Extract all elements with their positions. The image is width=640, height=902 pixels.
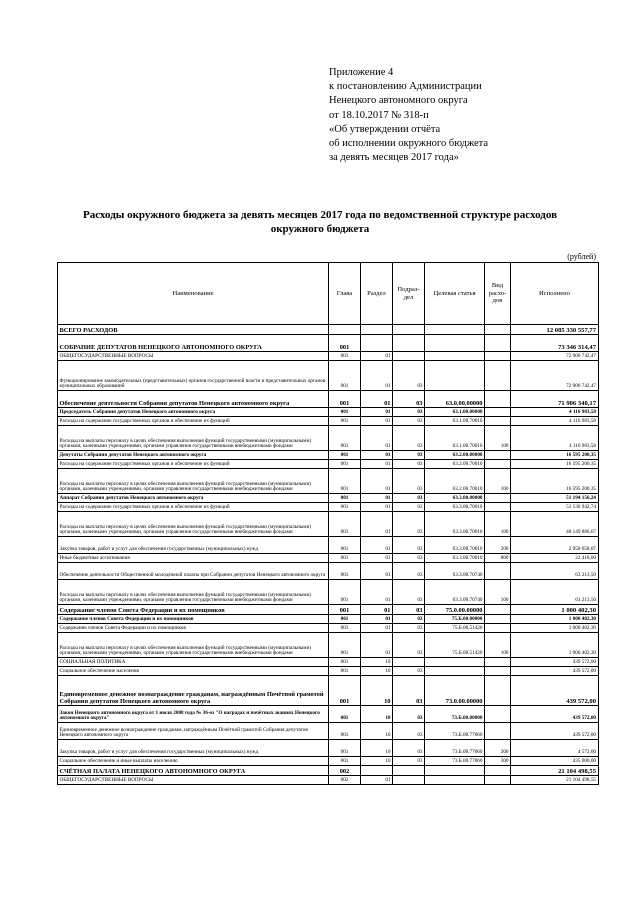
cell-podrazdel: 03	[393, 408, 425, 417]
cell-podrazdel: 03	[393, 426, 425, 451]
cell-glava: 001	[329, 426, 361, 451]
cell-glava: 001	[329, 676, 361, 706]
cell-podrazdel: 03	[393, 451, 425, 460]
cell-amount: 4 116 983,58	[511, 408, 599, 417]
cell-podrazdel: 03	[393, 580, 425, 605]
header-done: Исполнено	[511, 263, 599, 325]
cell-vid	[485, 723, 511, 740]
cell-vid	[485, 361, 511, 391]
cell-target: 63.3.00.70010	[425, 512, 485, 537]
cell-vid	[485, 658, 511, 667]
cell-target: 63.0.00.00000	[425, 391, 485, 408]
budget-table	[57, 262, 599, 785]
table-row	[58, 554, 599, 563]
cell-amount: 1 000 402,30	[511, 615, 599, 624]
cell-podrazdel: 03	[393, 706, 425, 723]
cell-target: 63.1.00.70010	[425, 417, 485, 426]
cell-vid	[485, 605, 511, 615]
table-body	[58, 325, 599, 785]
cell-razdel: 01	[361, 460, 393, 469]
cell-target: 63.3.00.70010	[425, 537, 485, 554]
table-row	[58, 615, 599, 624]
table-row	[58, 537, 599, 554]
table-row	[58, 706, 599, 723]
cell-podrazdel: 03	[393, 391, 425, 408]
cell-glava: 001	[329, 494, 361, 503]
appendix-line: «Об утверждении отчёта	[329, 123, 441, 135]
cell-razdel: 10	[361, 706, 393, 723]
cell-amount: 63 213,50	[511, 563, 599, 580]
cell-vid	[485, 667, 511, 676]
cell-amount: 2 958 658,07	[511, 537, 599, 554]
cell-glava: 001	[329, 554, 361, 563]
cell-razdel: 01	[361, 580, 393, 605]
cell-glava: 001	[329, 537, 361, 554]
cell-target	[425, 325, 485, 335]
cell-name: Расходы на выплаты персоналу в целях обеспечения выполнения функций государственными (муниципальными) органами, казенными учреждениями, органами управления государственными внебюджетными фондами	[58, 469, 329, 494]
cell-glava: 001	[329, 667, 361, 676]
cell-glava: 001	[329, 740, 361, 757]
table-row	[58, 325, 599, 335]
cell-vid	[485, 563, 511, 580]
cell-target: 63.3.00.70740	[425, 563, 485, 580]
cell-razdel: 01	[361, 537, 393, 554]
title-line-1: Расходы окружного бюджета за девять месяцев 2017 года по ведомственной структуре расходов	[82, 209, 558, 221]
cell-amount: 16 595 200,35	[511, 460, 599, 469]
cell-target: 73.Б.00.00000	[425, 706, 485, 723]
cell-vid: 300	[485, 757, 511, 766]
cell-name: Аппарат Собрания депутатов Ненецкого автономного округа	[58, 494, 329, 503]
cell-glava: 001	[329, 391, 361, 408]
table-row	[58, 460, 599, 469]
cell-target	[425, 361, 485, 391]
header-podrazdel: Подраз-дел	[393, 263, 425, 325]
cell-target: 63.2.00.70010	[425, 469, 485, 494]
header-name: Наименование	[58, 263, 329, 325]
cell-podrazdel: 03	[393, 676, 425, 706]
cell-podrazdel: 03	[393, 605, 425, 615]
cell-glava: 001	[329, 460, 361, 469]
cell-name: Обеспечение деятельности Собрания депутатов Ненецкого автономного округа	[58, 391, 329, 408]
cell-name: Расходы на содержание государственных органов и обеспечение их функций	[58, 503, 329, 512]
cell-razdel: 01	[361, 417, 393, 426]
cell-name: Единовременное денежное вознаграждение гражданам, награждённым Почётной грамотой Собрания депутатов Ненецкого автономного округа	[58, 676, 329, 706]
cell-podrazdel	[393, 335, 425, 352]
cell-vid: 100	[485, 512, 511, 537]
cell-glava: 001	[329, 706, 361, 723]
cell-vid	[485, 335, 511, 352]
cell-amount: 4 116 983,58	[511, 417, 599, 426]
cell-razdel: 01	[361, 615, 393, 624]
cell-amount: 439 572,00	[511, 706, 599, 723]
cell-name: Расходы на выплаты персоналу в целях обеспечения выполнения функций государственными (муниципальными) органами, казенными учреждениями, органами управления государственными внебюджетными фондами	[58, 580, 329, 605]
table-row	[58, 352, 599, 361]
cell-vid: 100	[485, 580, 511, 605]
cell-razdel	[361, 325, 393, 335]
cell-name: Расходы на содержание государственных органов и обеспечение их функций	[58, 460, 329, 469]
cell-amount: 71 906 340,17	[511, 391, 599, 408]
cell-vid	[485, 408, 511, 417]
cell-razdel: 10	[361, 667, 393, 676]
table-row	[58, 757, 599, 766]
cell-vid	[485, 352, 511, 361]
cell-glava	[329, 325, 361, 335]
cell-amount: 4 116 983,58	[511, 426, 599, 451]
cell-razdel: 01	[361, 605, 393, 615]
cell-target	[425, 766, 485, 776]
cell-razdel: 10	[361, 658, 393, 667]
cell-glava: 001	[329, 469, 361, 494]
cell-podrazdel: 03	[393, 512, 425, 537]
cell-razdel: 01	[361, 426, 393, 451]
cell-amount: 439 572,00	[511, 723, 599, 740]
cell-razdel: 01	[361, 633, 393, 658]
unit-label: (рублей)	[567, 252, 596, 261]
cell-amount: 72 906 742,47	[511, 361, 599, 391]
cell-name: Содержание членов Совета Федерации и их помощников	[58, 605, 329, 615]
cell-amount: 21 104 498,55	[511, 766, 599, 776]
cell-target: 73.0.00.00000	[425, 676, 485, 706]
cell-target: 73.Б.00.77060	[425, 757, 485, 766]
cell-podrazdel: 03	[393, 494, 425, 503]
cell-glava: 001	[329, 352, 361, 361]
cell-razdel: 10	[361, 757, 393, 766]
cell-vid	[485, 391, 511, 408]
cell-podrazdel: 03	[393, 563, 425, 580]
cell-target	[425, 352, 485, 361]
cell-glava: 001	[329, 580, 361, 605]
cell-amount: 22 418,00	[511, 554, 599, 563]
cell-razdel: 01	[361, 554, 393, 563]
cell-target	[425, 776, 485, 785]
cell-podrazdel: 03	[393, 624, 425, 633]
cell-target: 63.3.00.00000	[425, 494, 485, 503]
cell-name: СЧЁТНАЯ ПАЛАТА НЕНЕЦКОГО АВТОНОМНОГО ОКРУГА	[58, 766, 329, 776]
cell-glava: 001	[329, 408, 361, 417]
cell-target: 73.Б.00.77060	[425, 740, 485, 757]
cell-razdel: 10	[361, 676, 393, 706]
cell-vid: 200	[485, 740, 511, 757]
cell-target: 63.2.00.00000	[425, 451, 485, 460]
cell-razdel	[361, 335, 393, 352]
cell-name: ОБЩЕГОСУДАРСТВЕННЫЕ ВОПРОСЫ	[58, 776, 329, 785]
cell-vid: 100	[485, 633, 511, 658]
table-row	[58, 469, 599, 494]
cell-glava: 002	[329, 766, 361, 776]
table-row	[58, 676, 599, 706]
table-row	[58, 361, 599, 391]
cell-vid: 100	[485, 426, 511, 451]
cell-podrazdel: 03	[393, 361, 425, 391]
cell-amount: 1 000 402,30	[511, 605, 599, 615]
cell-amount: 72 906 742,47	[511, 352, 599, 361]
cell-vid	[485, 460, 511, 469]
cell-razdel: 01	[361, 391, 393, 408]
cell-name: ОБЩЕГОСУДАРСТВЕННЫЕ ВОПРОСЫ	[58, 352, 329, 361]
cell-podrazdel: 03	[393, 740, 425, 757]
cell-razdel: 10	[361, 723, 393, 740]
cell-podrazdel: 03	[393, 469, 425, 494]
cell-amount: 12 085 330 557,77	[511, 325, 599, 335]
cell-glava: 001	[329, 624, 361, 633]
cell-razdel: 01	[361, 776, 393, 785]
cell-razdel: 01	[361, 361, 393, 391]
cell-name: Председатель Собрания депутатов Ненецкого автономного округа	[58, 408, 329, 417]
table-row	[58, 740, 599, 757]
appendix-line: от 18.10.2017 № 318-п	[329, 109, 429, 121]
cell-podrazdel: 03	[393, 554, 425, 563]
cell-name: Социальное обеспечение населения	[58, 667, 329, 676]
cell-name: ВСЕГО РАСХОДОВ	[58, 325, 329, 335]
cell-razdel: 01	[361, 503, 393, 512]
cell-razdel: 01	[361, 624, 393, 633]
cell-razdel: 10	[361, 740, 393, 757]
table-row	[58, 494, 599, 503]
cell-glava: 001	[329, 503, 361, 512]
cell-name: Единовременное денежное вознаграждение гражданам, награждённым Почётной грамотой Собрания депутатов Ненецкого автономного округа	[58, 723, 329, 740]
cell-name: Обеспечение деятельности Общественной молодёжной палаты при Собрании депутатов Ненецкого автономного округа	[58, 563, 329, 580]
cell-glava: 001	[329, 563, 361, 580]
cell-razdel: 01	[361, 494, 393, 503]
cell-target: 63.3.00.70010	[425, 554, 485, 563]
cell-podrazdel: 03	[393, 633, 425, 658]
cell-amount: 51 194 156,24	[511, 494, 599, 503]
cell-name: Иные бюджетные ассигнования	[58, 554, 329, 563]
cell-amount: 439 572,00	[511, 676, 599, 706]
cell-vid	[485, 706, 511, 723]
cell-podrazdel: 03	[393, 417, 425, 426]
cell-podrazdel: 03	[393, 723, 425, 740]
cell-vid	[485, 624, 511, 633]
cell-vid	[485, 494, 511, 503]
table-header	[58, 263, 599, 325]
cell-target: 75.Б.00.51420	[425, 624, 485, 633]
cell-glava: 002	[329, 776, 361, 785]
cell-glava: 001	[329, 633, 361, 658]
cell-amount: 435 000,00	[511, 757, 599, 766]
cell-razdel: 01	[361, 563, 393, 580]
cell-podrazdel	[393, 776, 425, 785]
cell-podrazdel: 03	[393, 503, 425, 512]
cell-glava: 001	[329, 335, 361, 352]
table-row	[58, 605, 599, 615]
cell-name: Содержание членов Совета Федерации и их помощников	[58, 615, 329, 624]
table-row	[58, 580, 599, 605]
table-row	[58, 417, 599, 426]
cell-glava: 001	[329, 757, 361, 766]
header-vid: Вид расхо-дов	[485, 263, 511, 325]
cell-glava: 001	[329, 658, 361, 667]
cell-target: 63.1.00.70010	[425, 426, 485, 451]
cell-amount: 439 572,00	[511, 658, 599, 667]
cell-vid	[485, 503, 511, 512]
table-row	[58, 512, 599, 537]
cell-razdel	[361, 766, 393, 776]
cell-vid	[485, 766, 511, 776]
appendix-line: об исполнении окружного бюджета	[329, 138, 488, 150]
cell-amount: 51 130 942,74	[511, 503, 599, 512]
cell-name: Содержание членов Совета Федерации и их помощников	[58, 624, 329, 633]
cell-vid: 800	[485, 554, 511, 563]
cell-razdel: 01	[361, 451, 393, 460]
table-row	[58, 667, 599, 676]
header-razdel: Раздел	[361, 263, 393, 325]
table-row	[58, 451, 599, 460]
appendix-line: Ненецкого автономного округа	[329, 95, 468, 107]
table-row	[58, 408, 599, 417]
cell-amount: 1 000 402,30	[511, 633, 599, 658]
cell-target: 63.3.00.70010	[425, 503, 485, 512]
cell-name: Расходы на выплаты персоналу в целях обеспечения выполнения функций государственными (муниципальными) органами, казенными учреждениями, органами управления государственными внебюджетными фондами	[58, 426, 329, 451]
table-row	[58, 391, 599, 408]
table-row	[58, 658, 599, 667]
cell-podrazdel	[393, 658, 425, 667]
cell-name: СОБРАНИЕ ДЕПУТАТОВ НЕНЕЦКОГО АВТОНОМНОГО ОКРУГА	[58, 335, 329, 352]
table-row	[58, 624, 599, 633]
cell-target: 75.0.00.00000	[425, 605, 485, 615]
table-row	[58, 563, 599, 580]
cell-name: Функционирование законодательных (представительных) органов государственной власти и представительных органов муниципальных образований	[58, 361, 329, 391]
cell-name: Социальное обеспечение и иные выплаты населению	[58, 757, 329, 766]
table-row	[58, 335, 599, 352]
cell-target: 63.1.00.00000	[425, 408, 485, 417]
cell-vid	[485, 615, 511, 624]
title-line-2: окружного бюджета	[270, 223, 370, 235]
cell-podrazdel	[393, 325, 425, 335]
cell-podrazdel	[393, 766, 425, 776]
cell-target: 63.2.00.70010	[425, 460, 485, 469]
cell-glava: 001	[329, 605, 361, 615]
table-row	[58, 723, 599, 740]
appendix-line: за девять месяцев 2017 года»	[329, 152, 459, 164]
cell-amount: 48 149 866,67	[511, 512, 599, 537]
cell-target: 63.3.00.70740	[425, 580, 485, 605]
cell-razdel: 01	[361, 469, 393, 494]
cell-vid	[485, 417, 511, 426]
cell-podrazdel: 03	[393, 615, 425, 624]
cell-razdel: 01	[361, 352, 393, 361]
appendix-line: Приложение 4	[329, 67, 394, 78]
cell-name: Депутаты Собрания депутатов Ненецкого автономного округа	[58, 451, 329, 460]
cell-glava: 001	[329, 512, 361, 537]
cell-vid: 100	[485, 469, 511, 494]
cell-target: 75.Б.00.00000	[425, 615, 485, 624]
cell-target	[425, 667, 485, 676]
cell-vid	[485, 676, 511, 706]
cell-vid: 200	[485, 537, 511, 554]
cell-razdel: 01	[361, 408, 393, 417]
header-glava: Глава	[329, 263, 361, 325]
cell-amount: 73 346 314,47	[511, 335, 599, 352]
cell-target: 75.Б.00.51420	[425, 633, 485, 658]
cell-podrazdel: 03	[393, 460, 425, 469]
cell-amount: 16 595 200,35	[511, 451, 599, 460]
header-target: Целевая статья	[425, 263, 485, 325]
cell-glava: 001	[329, 451, 361, 460]
cell-podrazdel: 03	[393, 757, 425, 766]
appendix-line: к постановлению Администрации	[329, 81, 482, 93]
cell-vid	[485, 325, 511, 335]
cell-target	[425, 335, 485, 352]
table-row	[58, 503, 599, 512]
cell-podrazdel	[393, 352, 425, 361]
cell-glava: 001	[329, 361, 361, 391]
cell-amount: 16 595 200,35	[511, 469, 599, 494]
cell-amount: 439 572,00	[511, 667, 599, 676]
table-row	[58, 426, 599, 451]
cell-name: Закупка товаров, работ и услуг для обеспечения государственных (муниципальных) нужд	[58, 740, 329, 757]
appendix-block	[329, 66, 488, 165]
document-title	[50, 208, 590, 236]
cell-glava: 001	[329, 417, 361, 426]
table-row	[58, 766, 599, 776]
cell-podrazdel: 03	[393, 667, 425, 676]
cell-name: Расходы на содержание государственных органов и обеспечение их функций	[58, 417, 329, 426]
table-row	[58, 633, 599, 658]
cell-target	[425, 658, 485, 667]
cell-name: Закон Ненецкого автономного округа от 1 июля 2008 года № 36-оз "О наградах и почётных званиях Ненецкого автономного округа"	[58, 706, 329, 723]
cell-amount: 1 000 402,30	[511, 624, 599, 633]
cell-razdel: 01	[361, 512, 393, 537]
cell-name: Расходы на выплаты персоналу в целях обеспечения выполнения функций государственными (муниципальными) органами, казенными учреждениями, органами управления государственными внебюджетными фондами	[58, 512, 329, 537]
cell-amount: 63 213,50	[511, 580, 599, 605]
cell-glava: 001	[329, 615, 361, 624]
cell-name: Расходы на выплаты персоналу в целях обеспечения выполнения функций государственными (муниципальными) органами, казенными учреждениями, органами управления государственными внебюджетными фондами	[58, 633, 329, 658]
cell-name: Закупка товаров, работ и услуг для обеспечения государственных (муниципальных) нужд	[58, 537, 329, 554]
cell-podrazdel: 03	[393, 537, 425, 554]
cell-vid	[485, 451, 511, 460]
cell-amount: 21 104 498,55	[511, 776, 599, 785]
cell-amount: 4 572,00	[511, 740, 599, 757]
cell-glava: 001	[329, 723, 361, 740]
cell-name: СОЦИАЛЬНАЯ ПОЛИТИКА	[58, 658, 329, 667]
cell-target: 73.Б.00.77060	[425, 723, 485, 740]
cell-vid	[485, 776, 511, 785]
table-row	[58, 776, 599, 785]
